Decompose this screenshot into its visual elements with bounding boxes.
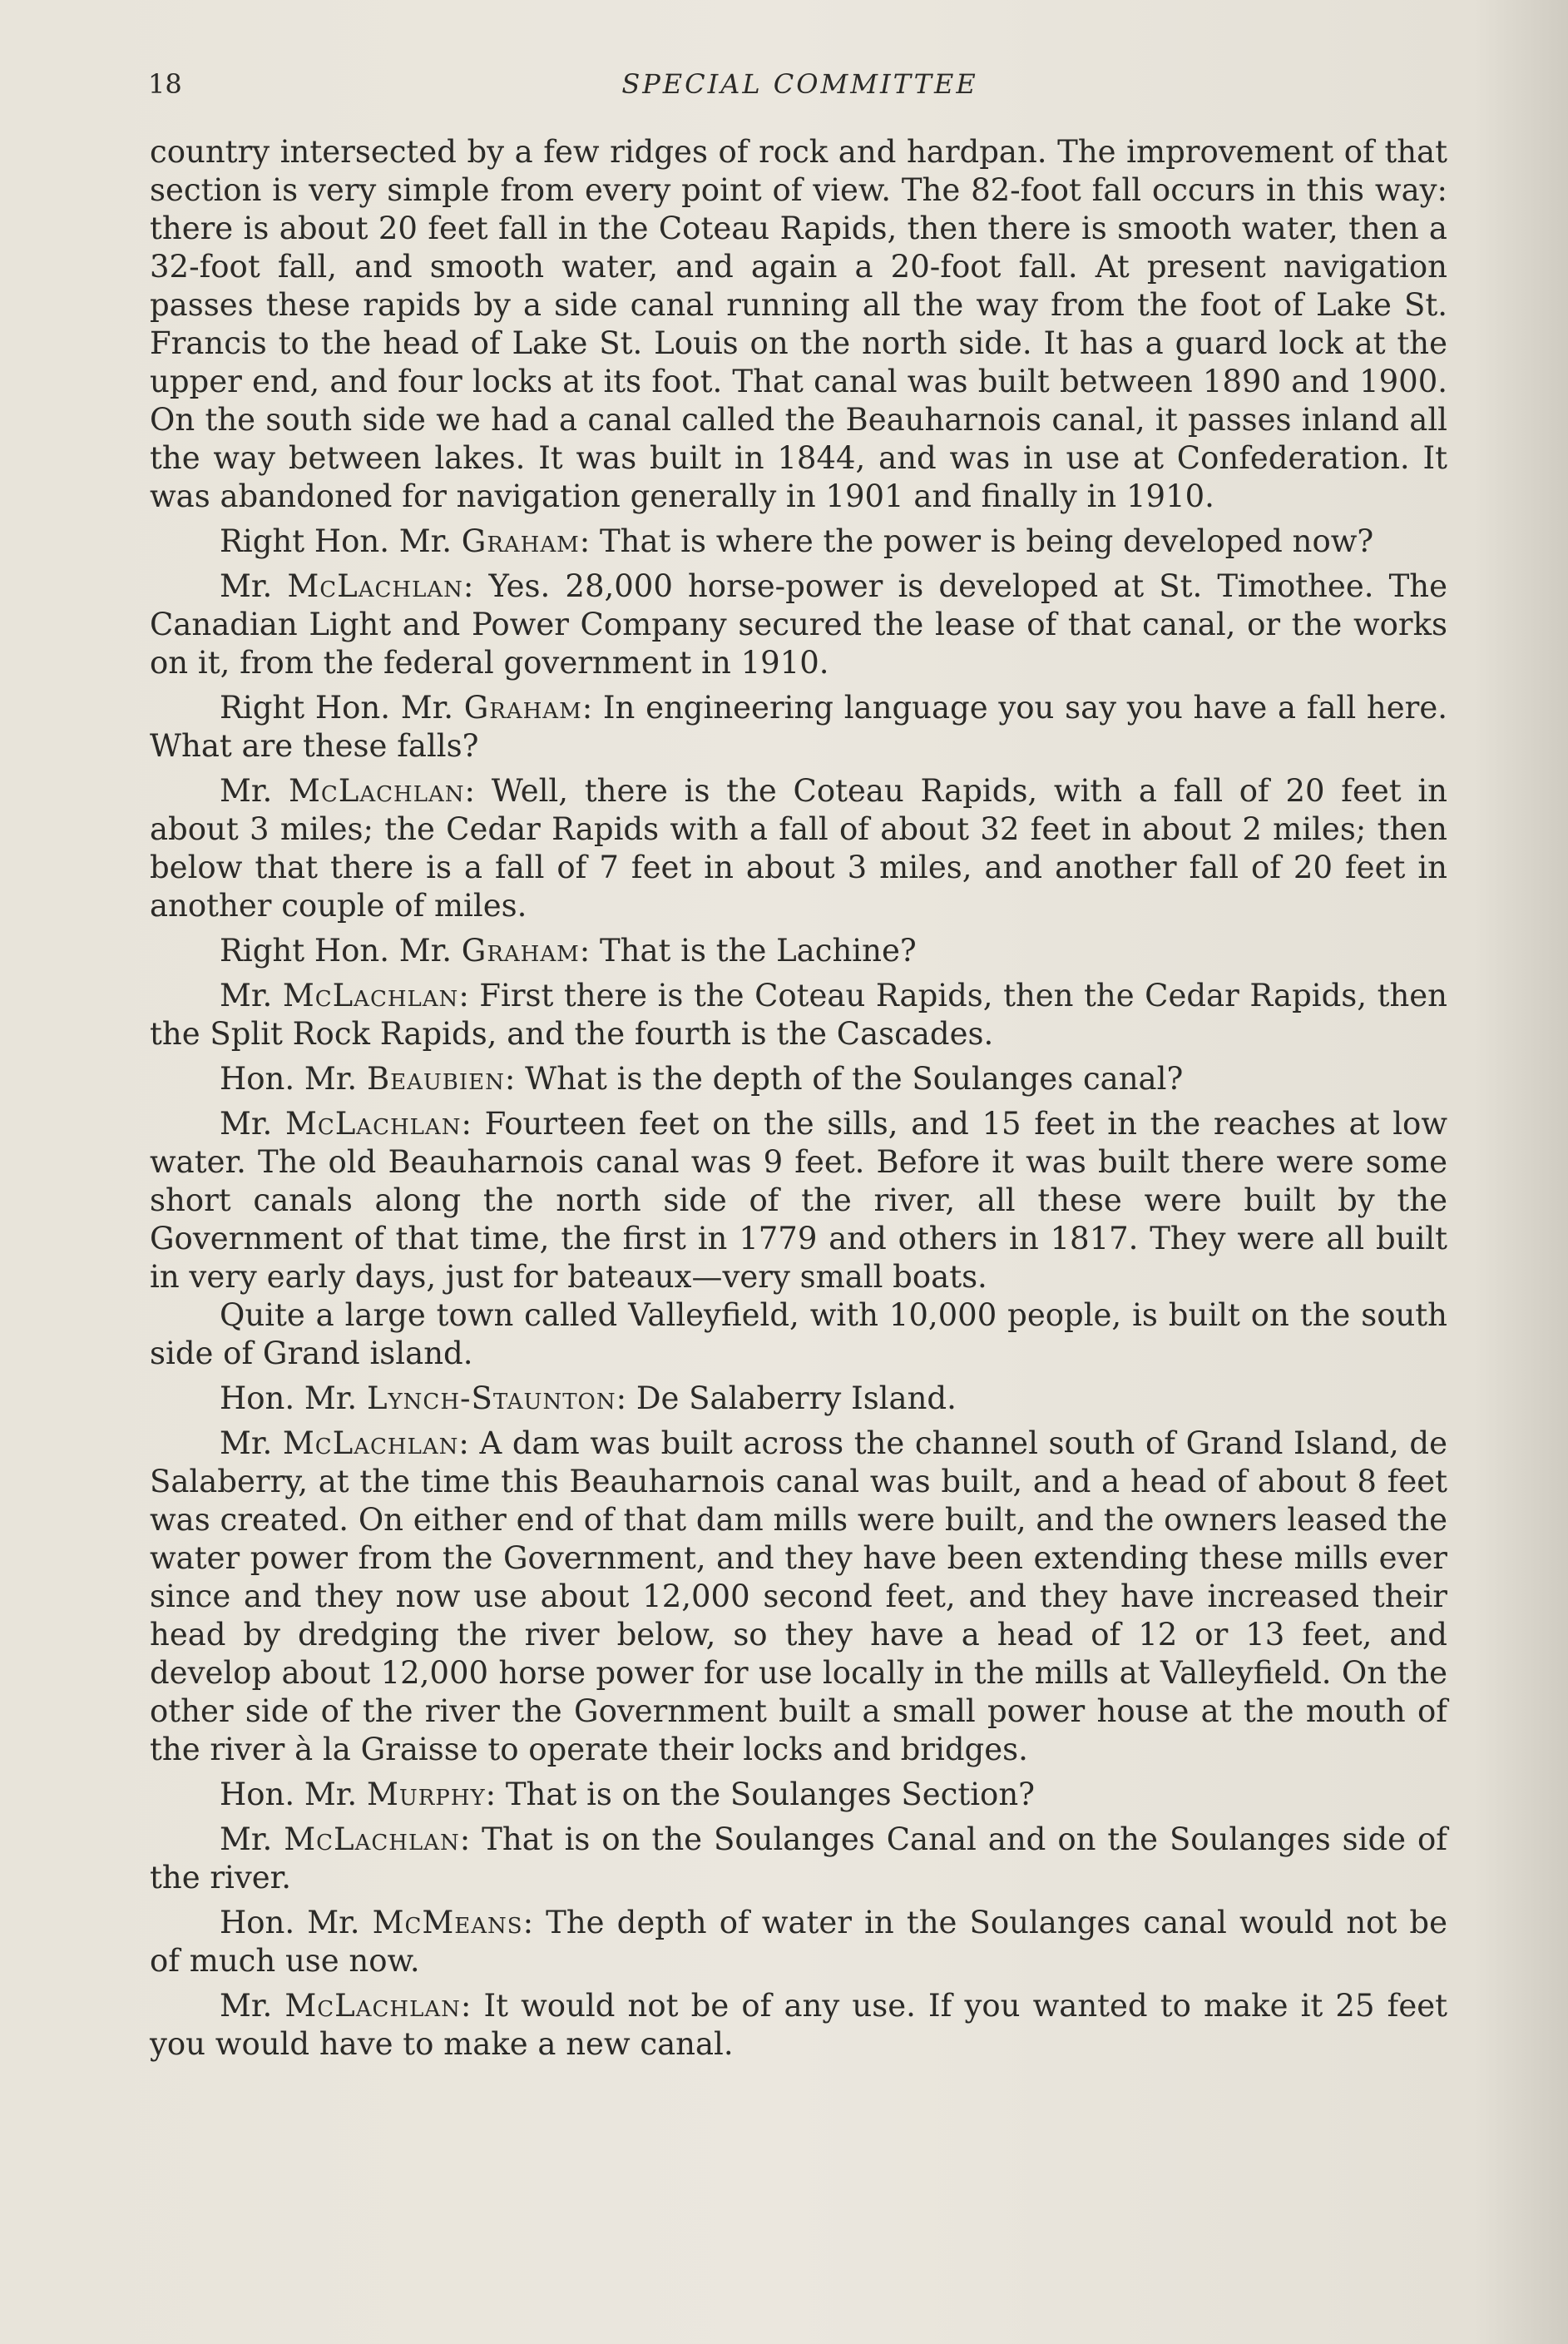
paragraph <box>150 1987 1447 2064</box>
speaker-name: McLachlan <box>282 978 459 1013</box>
paragraph <box>150 1296 1447 1373</box>
paragraph <box>150 1776 1447 1814</box>
speaker-name: Graham <box>463 690 582 726</box>
speaker-title: Hon. Mr. <box>220 1061 367 1097</box>
speaker-name: Graham <box>461 933 580 969</box>
paragraph-text: : Yes. 28,000 horse-power is developed at St. Timothee. The Canadian Light and Power Company secured the lease of that canal, or the works on it, from the federal government in 1910. <box>150 568 1447 681</box>
paragraph-text: Quite a large town called Valleyfield, with 10,000 people, is built on the south side of Grand island. <box>150 1297 1447 1371</box>
speaker-name: McLachlan <box>284 1106 462 1142</box>
paragraph-text: : That is on the Soulanges Canal and on the Soulanges side of the river. <box>150 1821 1448 1896</box>
paragraph <box>150 1904 1447 1980</box>
speaker-title: Hon. Mr. <box>220 1380 367 1416</box>
speaker-name: Lynch-Staunton <box>366 1380 616 1416</box>
paragraph <box>150 1380 1447 1418</box>
speaker-title: Mr. <box>220 1425 283 1461</box>
speaker-title: Hon. Mr. <box>220 1905 373 1940</box>
running-title: SPECIAL COMMITTEE <box>621 68 978 100</box>
paragraph <box>150 932 1447 970</box>
speaker-title: Hon. Mr. <box>220 1777 367 1812</box>
paragraph-text: : De Salaberry Island. <box>616 1380 957 1416</box>
paragraph <box>150 689 1447 766</box>
speaker-title: Mr. <box>220 1821 284 1857</box>
speaker-name: McMeans <box>372 1905 523 1940</box>
page-header <box>148 68 1452 110</box>
paragraph-text: : That is the Lachine? <box>579 933 917 969</box>
paragraph-text: : Well, there is the Coteau Rapids, with a fall of 20 feet in about 3 miles; the Cedar Rapids with a fall of about 32 feet in about 2 miles; then below that there is a fall of 7 feet in about 3 miles, and another fall of 20 feet in another couple of miles. <box>150 773 1447 924</box>
paragraph-text: : What is the depth of the Soulanges canal? <box>504 1061 1184 1097</box>
paragraph-text: : First there is the Coteau Rapids, then the Cedar Rapids, then the Split Rock Rapids, and the fourth is the Cascades. <box>150 978 1448 1052</box>
paragraph-text: : The depth of water in the Soulanges canal would not be of much use now. <box>150 1905 1447 1979</box>
speaker-title: Right Hon. Mr. <box>220 523 462 559</box>
paragraph <box>150 1425 1447 1769</box>
paragraph <box>150 1821 1447 1897</box>
speaker-name: McLachlan <box>287 568 463 604</box>
paragraph <box>150 1105 1447 1296</box>
paragraph-text: : Fourteen feet on the sills, and 15 feet in the reaches at low water. The old Beauharnois canal was 9 feet. Before it was built there were some short canals along the north side of the river, all these were built by the Government of that time, the first in 1779 and others in 1817. They were all built in very early days, just for bateaux—very small boats. <box>150 1106 1447 1295</box>
speaker-title: Mr. <box>220 773 289 809</box>
speaker-title: Right Hon. Mr. <box>220 933 462 969</box>
speaker-name: McLachlan <box>289 773 465 809</box>
speaker-name: Graham <box>461 523 580 559</box>
paragraph-text: : A dam was built across the channel south of Grand Island, de Salaberry, at the time this Beauharnois canal was built, and a head of about 8 feet was created. On either end of that dam mills were built, and the owners leased the water power from the Government, and they have been extending these mills ever since and they now use about 12,000 second feet, and they have increased their head by dredging the river below, so they have a head of 12 or 13 feet, and develop about 12,000 horse power for use locally in the mills at Valleyfield. On the other side of the river the Government built a small power house at the mouth of the river à la Graisse to operate their locks and bridges. <box>150 1425 1447 1767</box>
speaker-name: Beaubien <box>366 1061 505 1097</box>
speaker-name: McLachlan <box>284 1988 461 2024</box>
paragraph-text: country intersected by a few ridges of rock and hardpan. The improvement of that section is very simple from every point of view. The 82-foot fall occurs in this way: there is about 20 feet fall in the Coteau Rapids, then there is smooth water, then a 32-foot fall, and smooth water, and again a 20-foot fall. At present navigation passes these rapids by a side canal running all the way from the foot of Lake St. Francis to the head of Lake St. Louis on the north side. It has a guard lock at the upper end, and four locks at its foot. That canal was built between 1890 and 1900. On the south side we had a canal called the Beauharnois canal, it passes inland all the way between lakes. It was built in 1844, and was in use at Confederation. It was abandoned for navigation generally in 1901 and finally in 1910. <box>150 134 1447 514</box>
speaker-title: Mr. <box>220 568 288 604</box>
speaker-title: Right Hon. Mr. <box>220 690 464 726</box>
paragraph <box>150 567 1447 682</box>
paragraph <box>150 977 1447 1053</box>
paragraph <box>150 772 1447 925</box>
speaker-name: McLachlan <box>282 1425 459 1461</box>
paragraph-text: : That is where the power is being developed now? <box>579 523 1374 559</box>
paragraph-text: : In engineering language you say you have a fall here. What are these falls? <box>150 690 1447 764</box>
document-body <box>150 133 1447 2070</box>
paragraph-text: : It would not be of any use. If you wanted to make it 25 feet you would have to make a new canal. <box>150 1988 1448 2062</box>
paragraph <box>150 1060 1447 1098</box>
page-number: 18 <box>148 68 182 100</box>
paragraph <box>150 133 1447 516</box>
speaker-title: Mr. <box>220 1106 285 1142</box>
speaker-name: Murphy <box>366 1777 486 1812</box>
speaker-title: Mr. <box>220 978 283 1013</box>
paragraph <box>150 523 1447 561</box>
speaker-title: Mr. <box>220 1988 285 2024</box>
paragraph-text: : That is on the Soulanges Section? <box>485 1777 1036 1812</box>
speaker-name: McLachlan <box>284 1821 460 1857</box>
